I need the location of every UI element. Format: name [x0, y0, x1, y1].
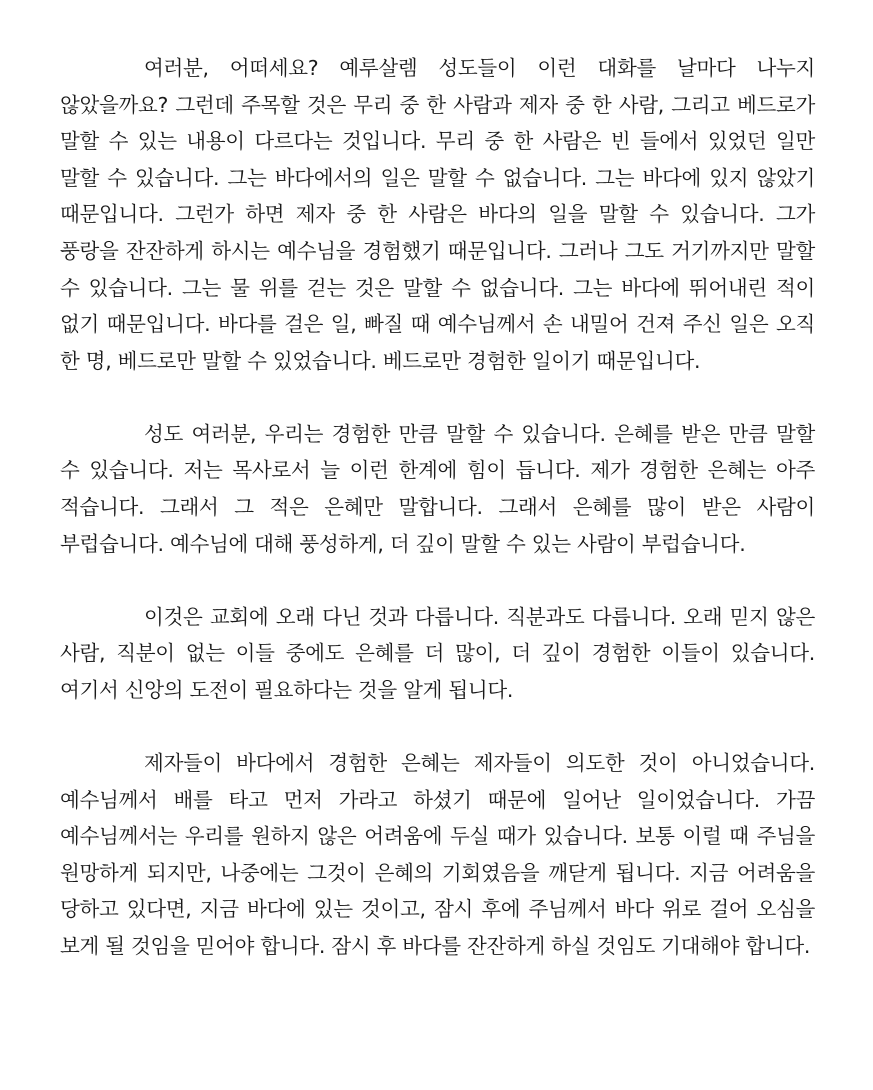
paragraph-2: 성도 여러분, 우리는 경험한 만큼 말할 수 있습니다. 은혜를 받은 만큼 말할 수 있습니다. 저는 목사로서 늘 이런 한계에 힘이 듭니다. 제가 경험한 은혜는 아주 적습니다. 그래서 그 적은 은혜만 말합니다. 그래서 은혜를 많이 받은 사람이 부럽습니다. 예수님에 대해 풍성하게, 더 깊이 말할 수 있는 사람이 부럽습니다.: [60, 421, 815, 556]
paragraph-1: 여러분, 어떠세요? 예루살렘 성도들이 이런 대화를 날마다 나누지 않았을까요? 그런데 주목할 것은 무리 중 한 사람과 제자 중 한 사람, 그리고 베드로가 말할 수 있는 내용이 다르다는 것입니다. 무리 중 한 사람은 빈 들에서 있었던 일만 말할 수 있습니다. 그는 바다에서의 일은 말할 수 없습니다. 그는 바다에 있지 않았기 때문입니다. 그런가 하면 제자 중 한 사람은 바다의 일을 말할 수 있습니다. 그가 풍랑을 잔잔하게 하시는 예수님을 경험했기 때문입니다. 그러나 그도 거기까지만 말할 수 있습니다. 그는 물 위를 걷는 것은 말할 수 없습니다. 그는 바다에 뛰어내린 적이 없기 때문입니다. 바다를 걸은 일, 빠질 때 예수님께서 손 내밀어 건져 주신 일은 오직 한 명, 베드로만 말할 수 있었습니다. 베드로만 경험한 일이기 때문입니다.: [60, 56, 815, 373]
document-body: [60, 50, 815, 965]
paragraph-4: 제자들이 바다에서 경험한 은혜는 제자들이 의도한 것이 아니었습니다. 예수님께서 배를 타고 먼저 가라고 하셨기 때문에 일어난 일이었습니다. 가끔 예수님께서는 우리를 원하지 않은 어려움에 두실 때가 있습니다. 보통 이럴 때 주님을 원망하게 되지만, 나중에는 그것이 은혜의 기회였음을 깨닫게 됩니다. 지금 어려움을 당하고 있다면, 지금 바다에 있는 것이고, 잠시 후에 주님께서 바다 위로 걸어 오심을 보게 될 것임을 믿어야 합니다. 잠시 후 바다를 잔잔하게 하실 것임도 기대해야 합니다.: [60, 751, 815, 958]
paragraph-3: 이것은 교회에 오래 다닌 것과 다릅니다. 직분과도 다릅니다. 오래 믿지 않은 사람, 직분이 없는 이들 중에도 은혜를 더 많이, 더 깊이 경험한 이들이 있습니다. 여기서 신앙의 도전이 필요하다는 것을 알게 됩니다.: [60, 604, 815, 702]
